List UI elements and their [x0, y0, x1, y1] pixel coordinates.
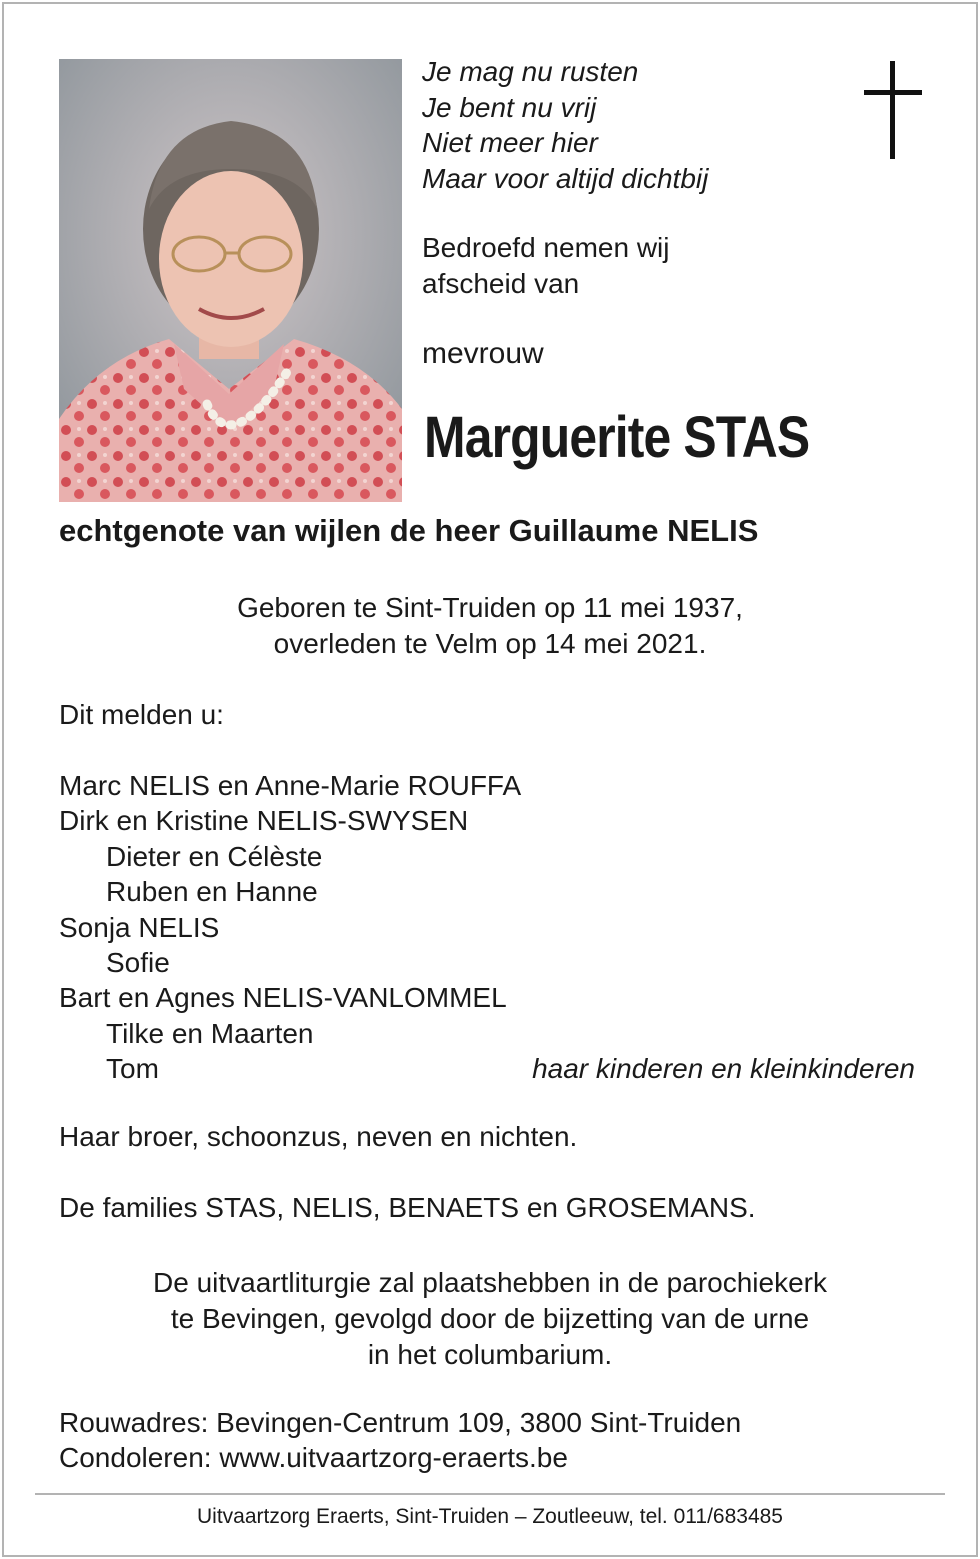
contact-info	[59, 1405, 741, 1475]
family-member	[59, 874, 919, 909]
family-member-name: Sofie	[106, 946, 170, 978]
death-line: overleden te Velm op 14 mei 2021.	[273, 628, 707, 659]
intro-line: afscheid van	[422, 268, 580, 299]
deceased-name: Marguerite STAS	[424, 405, 810, 470]
family-member	[59, 945, 919, 980]
families-line: De families STAS, NELIS, BENAETS en GROSEMANS.	[59, 1192, 756, 1223]
intro-text	[422, 230, 669, 302]
footer-divider	[35, 1493, 945, 1495]
announce-text: Dit melden u:	[59, 699, 224, 730]
family-member-name: Tom	[106, 1053, 159, 1085]
address-line: Rouwadres: Bevingen-Centrum 109, 3800 Sint-Truiden	[59, 1407, 742, 1438]
poem-line: Maar voor altijd dichtbij	[422, 162, 709, 194]
family-member	[59, 980, 919, 1015]
family-member	[59, 839, 919, 874]
family-member-name: Dirk en Kristine NELIS-SWYSEN	[59, 805, 469, 837]
family-list	[59, 768, 919, 1087]
family-member-name: Marc NELIS en Anne-Marie ROUFFA	[59, 770, 522, 801]
intro-line: Bedroefd nemen wij	[422, 232, 670, 263]
family-member-name: Sonja NELIS	[59, 911, 220, 943]
service-line: De uitvaartliturgie zal plaatshebben in de parochiekerk	[153, 1267, 827, 1298]
family-member	[59, 803, 919, 838]
family-member-name: Bart en Agnes NELIS-VANLOMMEL	[59, 982, 507, 1014]
family-member	[59, 1051, 919, 1086]
family-member	[59, 910, 919, 945]
family-member-name: Tilke en Maarten	[106, 1017, 314, 1049]
service-info	[0, 1265, 980, 1373]
family-member-name: Dieter en Célèste	[106, 840, 323, 872]
portrait-photo	[59, 59, 402, 502]
family-relation: haar kinderen en kleinkinderen	[532, 1053, 915, 1085]
spouse-line: echtgenote van wijlen de heer Guillaume NELIS	[59, 513, 759, 548]
family-member	[59, 768, 919, 803]
condolence-line: Condoleren: www.uitvaartzorg-eraerts.be	[59, 1442, 568, 1473]
poem	[422, 54, 708, 196]
poem-line: Niet meer hier	[422, 127, 598, 158]
cross-icon	[864, 61, 922, 159]
poem-line: Je mag nu rusten	[422, 56, 639, 87]
life-dates	[0, 590, 980, 662]
relatives-line: Haar broer, schoonzus, neven en nichten.	[59, 1121, 578, 1152]
poem-line: Je bent nu vrij	[422, 91, 597, 123]
family-member	[59, 1016, 919, 1051]
service-line: te Bevingen, gevolgd door de bijzetting van de urne	[170, 1303, 810, 1334]
title-prefix: mevrouw	[422, 337, 544, 370]
birth-line: Geboren te Sint-Truiden op 11 mei 1937,	[237, 592, 743, 623]
service-line: in het columbarium.	[367, 1339, 613, 1370]
family-member-name: Ruben en Hanne	[106, 876, 318, 908]
footer-text: Uitvaartzorg Eraerts, Sint-Truiden – Zoutleeuw, tel. 011/683485	[197, 1505, 783, 1528]
